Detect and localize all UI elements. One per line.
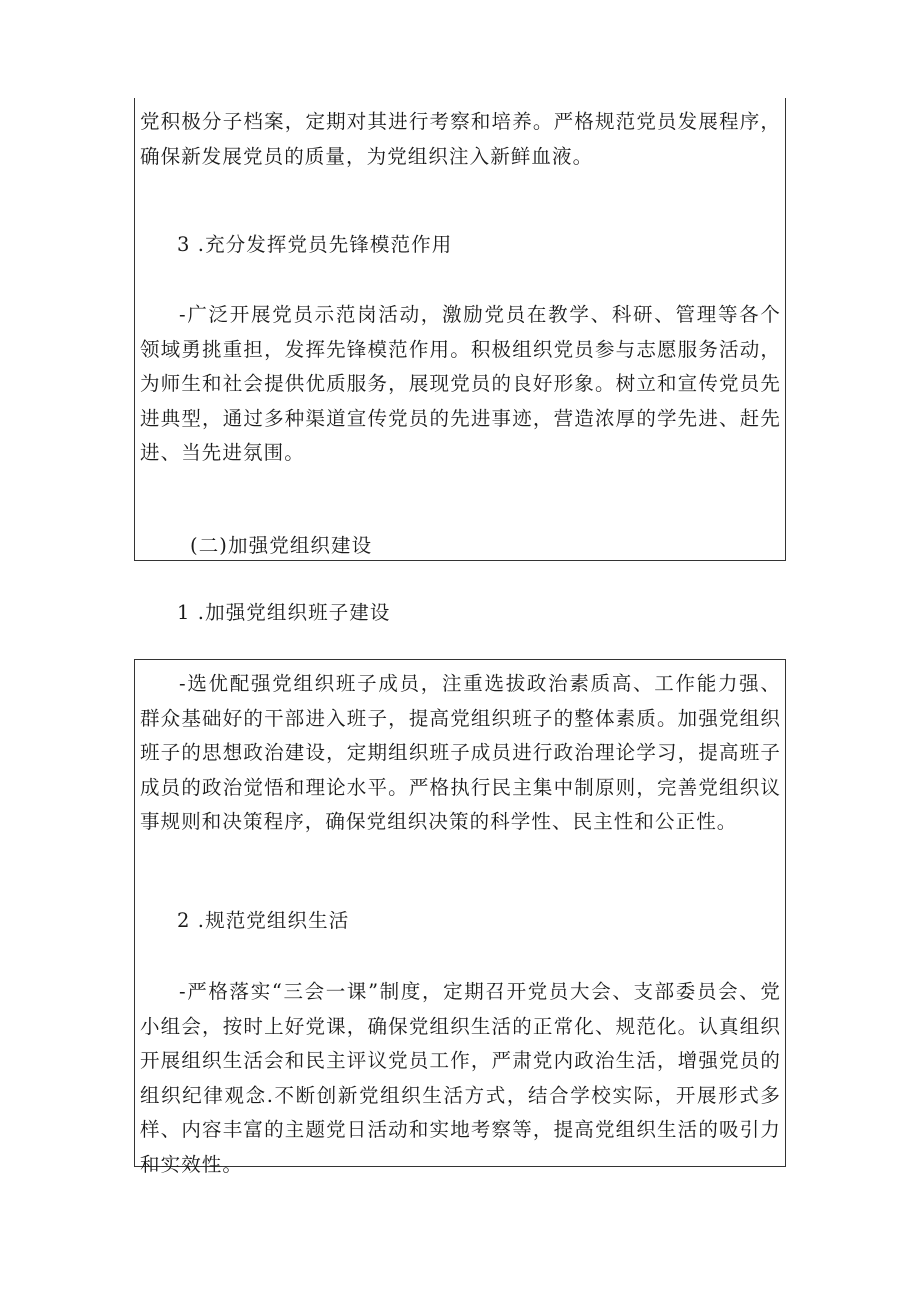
- paragraph-organization-life: -严格落实“三会一课”制度，定期召开党员大会、支部委员会、党小组会，按时上好党课，确保党组织生活的正常化、规范化。认真组织开展组织生活会和民主评议党员工作，严肃党内政治生活，增强党员的组织纪律观念.不断创新党组织生活方式，结合学校实际，开展形式多样、内容丰富的主题党日活动和实地考察等，提高党组织生活的吸引力和实效性。: [140, 980, 781, 1176]
- heading-3-party-member-role: 3 .充分发挥党员先锋模范作用: [177, 233, 453, 256]
- section-heading-party-organization: (二)加强党组织建设: [190, 534, 373, 557]
- continuation-paragraph: 党积极分子档案，定期对其进行考察和培养。严格规范党员发展程序，确保新发展党员的质量，为党组织注入新鲜血液。: [140, 110, 781, 168]
- paragraph-party-member-role: -广泛开展党员示范岗活动，激励党员在教学、科研、管理等各个领域勇挑重担，发挥先锋模范作用。积极组织党员参与志愿服务活动，为师生和社会提供优质服务，展现党员的良好形象。树立和宣传党员先进典型，通过多种渠道宣传党员的先进事迹，营造浓厚的学先进、赶先进、当先进氛围。: [140, 303, 781, 464]
- heading-1-leadership-team: 1 .加强党组织班子建设: [177, 601, 391, 624]
- paragraph-leadership-team: -选优配强党组织班子成员，注重选拔政治素质高、工作能力强、群众基础好的干部进入班子，提高党组织班子的整体素质。加强党组织班子的思想政治建设，定期组织班子成员进行政治理论学习，提高班子成员的政治觉悟和理论水平。严格执行民主集中制原则，完善党组织议事规则和决策程序，确保党组织决策的科学性、民主性和公正性。: [140, 672, 781, 833]
- heading-2-organization-life: 2 .规范党组织生活: [177, 909, 350, 932]
